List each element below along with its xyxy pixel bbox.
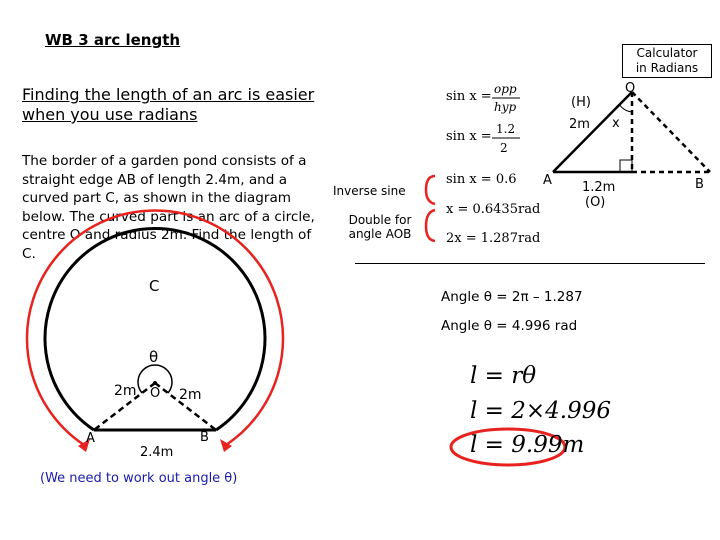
pond-label-o: O	[150, 386, 161, 401]
triangle-label-opp-tag: (O)	[585, 195, 606, 210]
pond-label-theta: θ	[149, 348, 159, 366]
brace-inverse-sine	[426, 176, 435, 204]
triangle-label-h: (H)	[571, 95, 591, 110]
trig-sin-prefix-2: sin x =	[446, 129, 492, 144]
angle-step-2: Angle θ = 4.996 rad	[441, 318, 578, 334]
triangle-label-x: x	[612, 116, 620, 131]
slide-title: WB 3 arc length	[45, 31, 181, 49]
triangle-label-a: A	[543, 173, 552, 188]
center-dot	[153, 381, 157, 385]
calculator-note-line2: in Radians	[635, 61, 699, 75]
trig-frac2-num: 1.2	[496, 122, 516, 136]
triangle-label-o: O	[625, 81, 636, 96]
inverse-sine-label: Inverse sine	[333, 184, 406, 198]
brace-double	[426, 210, 435, 241]
formula-substitution: l = 2×4.996	[470, 398, 611, 424]
double-label-line1: Double for	[348, 213, 412, 227]
angle-x-arc	[619, 104, 632, 112]
pond-label-c: C	[149, 277, 160, 295]
double-label	[340, 213, 420, 241]
pond-label-b: B	[200, 430, 209, 445]
pond-label-radius-right: 2m	[179, 387, 202, 403]
triangle-label-hyp: 2m	[569, 117, 590, 132]
problem-statement: The border of a garden pond consists of a straight edge AB of length 2.4m, and a curved part C, as shown in the diagram below. The curved part is an arc of a circle, centre O and radius 2m. Find the length of C.	[22, 153, 315, 262]
formula-arc-length: l = rθ	[470, 363, 537, 389]
trig-line5: 2x = 1.287rad	[446, 231, 541, 246]
pond-label-radius-left: 2m	[114, 383, 137, 399]
triangle-label-b: B	[695, 177, 704, 192]
trig-line3: sin x = 0.6	[446, 172, 517, 187]
trig-line4: x = 0.6435rad	[446, 202, 541, 217]
triangle-label-opp: 1.2m	[582, 180, 616, 195]
angle-step-1: Angle θ = 2π – 1.287	[441, 289, 583, 305]
right-angle-marker	[620, 160, 632, 172]
calculator-note-line1: Calculator	[636, 46, 698, 60]
intro-heading: Finding the length of an arc is easier when you use radians	[22, 85, 315, 124]
pond-note: (We need to work out angle θ)	[40, 471, 238, 486]
double-label-line2: angle AOB	[348, 227, 412, 241]
trig-frac1-num: opp	[494, 82, 517, 96]
pond-label-chord: 2.4m	[140, 445, 174, 460]
triangle-right-side	[632, 92, 710, 172]
trig-sin-prefix-1: sin x =	[446, 89, 492, 104]
divider-line	[355, 263, 705, 264]
trig-frac2-den: 2	[500, 141, 508, 155]
formula-answer: l = 9.99m	[470, 432, 585, 458]
trig-frac1-den: hyp	[494, 100, 517, 114]
arc-c-arrow	[27, 210, 283, 445]
pond-label-a: A	[86, 431, 95, 446]
